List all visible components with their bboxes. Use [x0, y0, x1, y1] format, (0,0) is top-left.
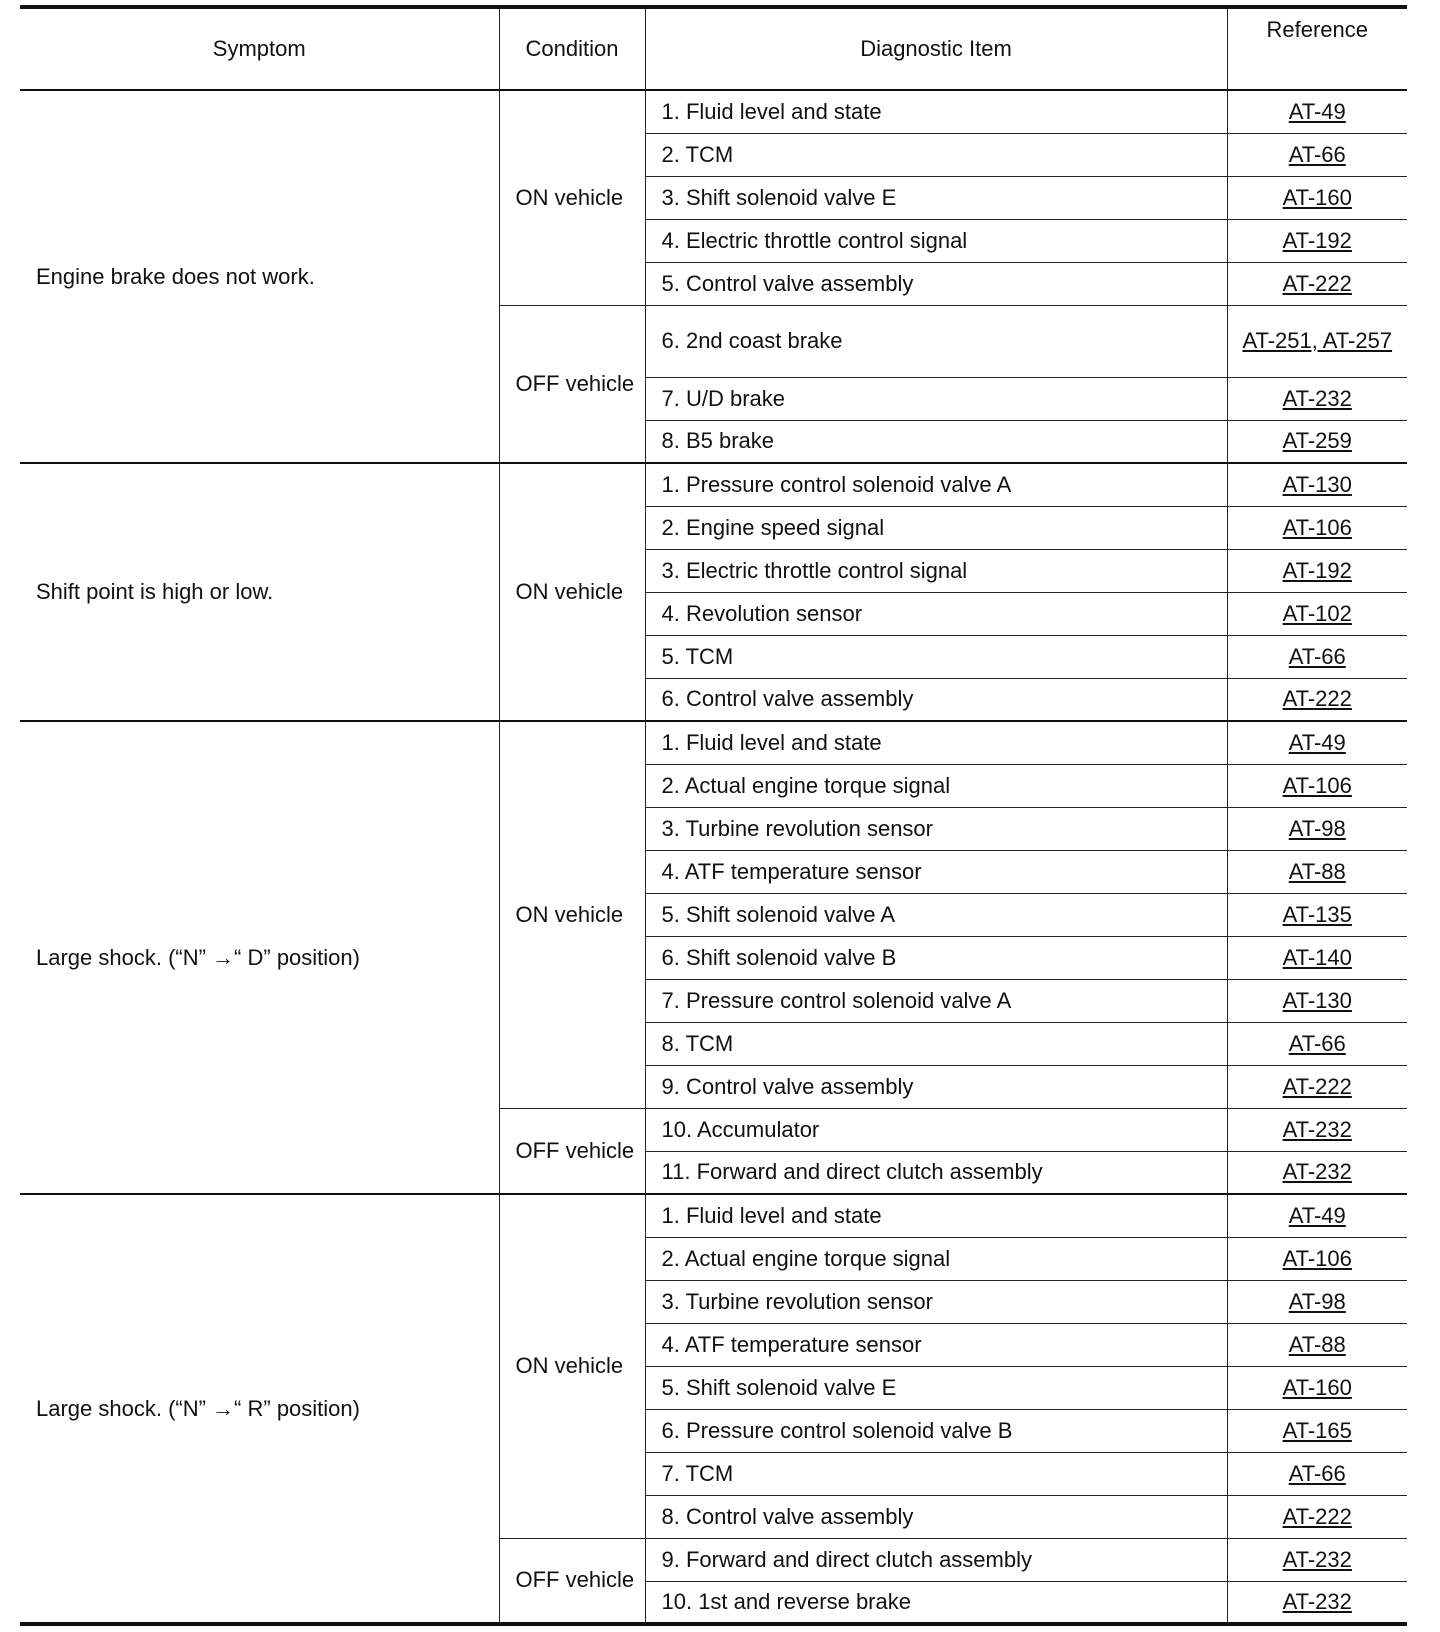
- diagnostic-item-cell: 3. Electric throttle control signal: [645, 549, 1227, 592]
- diagnostic-item-cell: 7. Pressure control solenoid valve A: [645, 979, 1227, 1022]
- reference-cell: [1227, 1323, 1407, 1366]
- diagnostic-item-cell: 8. B5 brake: [645, 420, 1227, 463]
- reference-cell: [1227, 133, 1407, 176]
- symptom-cell: Shift point is high or low.: [20, 463, 499, 721]
- reference-link[interactable]: AT-49: [1288, 98, 1346, 124]
- condition-cell: ON vehicle: [499, 1194, 645, 1538]
- table-row: [20, 1194, 1407, 1237]
- reference-cell: [1227, 1280, 1407, 1323]
- condition-cell: ON vehicle: [499, 721, 645, 1108]
- reference-link[interactable]: AT-130: [1282, 471, 1352, 497]
- diagnostic-item-cell: 11. Forward and direct clutch assembly: [645, 1151, 1227, 1194]
- reference-link[interactable]: AT-106: [1282, 514, 1352, 540]
- reference-cell: [1227, 1194, 1407, 1237]
- reference-link[interactable]: AT-160: [1282, 1374, 1352, 1400]
- diagnostic-item-cell: 9. Control valve assembly: [645, 1065, 1227, 1108]
- diagnostic-item-cell: 7. TCM: [645, 1452, 1227, 1495]
- reference-cell: [1227, 305, 1407, 377]
- reference-link[interactable]: AT-98: [1288, 1288, 1346, 1314]
- diagnostic-item-cell: 2. Engine speed signal: [645, 506, 1227, 549]
- reference-cell: [1227, 420, 1407, 463]
- reference-link[interactable]: AT-88: [1288, 858, 1346, 884]
- reference-link[interactable]: AT-232: [1282, 1159, 1352, 1185]
- reference-cell: [1227, 262, 1407, 305]
- reference-link[interactable]: AT-49: [1288, 729, 1346, 755]
- reference-cell: [1227, 1452, 1407, 1495]
- reference-link[interactable]: AT-66: [1288, 643, 1346, 669]
- diagnostic-item-cell: 5. TCM: [645, 635, 1227, 678]
- header-symptom: Symptom: [20, 7, 499, 90]
- diagnostic-item-cell: 6. Pressure control solenoid valve B: [645, 1409, 1227, 1452]
- diagnostic-item-cell: 4. Electric throttle control signal: [645, 219, 1227, 262]
- reference-cell: [1227, 807, 1407, 850]
- condition-cell: OFF vehicle: [499, 1108, 645, 1194]
- diagnostic-item-cell: 7. U/D brake: [645, 377, 1227, 420]
- diagnostic-item-cell: 5. Shift solenoid valve E: [645, 1366, 1227, 1409]
- reference-link[interactable]: AT-102: [1282, 600, 1352, 626]
- reference-cell: [1227, 463, 1407, 506]
- diagnostic-item-cell: 4. Revolution sensor: [645, 592, 1227, 635]
- reference-link[interactable]: AT-160: [1282, 184, 1352, 210]
- reference-link[interactable]: AT-192: [1282, 227, 1352, 253]
- reference-cell: [1227, 893, 1407, 936]
- condition-cell: OFF vehicle: [499, 305, 645, 463]
- reference-link[interactable]: AT-66: [1288, 1460, 1346, 1486]
- reference-cell: [1227, 1065, 1407, 1108]
- diagnostic-item-cell: 4. ATF temperature sensor: [645, 1323, 1227, 1366]
- diagnostic-item-cell: 1. Pressure control solenoid valve A: [645, 463, 1227, 506]
- diagnostic-item-cell: 3. Turbine revolution sensor: [645, 1280, 1227, 1323]
- diagnostic-item-cell: 3. Shift solenoid valve E: [645, 176, 1227, 219]
- reference-link[interactable]: AT-106: [1282, 772, 1352, 798]
- diagnostic-item-cell: 4. ATF temperature sensor: [645, 850, 1227, 893]
- diagnostic-item-cell: 8. Control valve assembly: [645, 1495, 1227, 1538]
- reference-cell: [1227, 506, 1407, 549]
- reference-cell: [1227, 377, 1407, 420]
- reference-link[interactable]: AT-232: [1282, 1546, 1352, 1572]
- reference-cell: [1227, 678, 1407, 721]
- header-reference: Reference: [1227, 7, 1407, 90]
- condition-cell: ON vehicle: [499, 463, 645, 721]
- diagnostic-item-cell: 1. Fluid level and state: [645, 721, 1227, 764]
- reference-link[interactable]: AT-66: [1288, 1030, 1346, 1056]
- condition-cell: ON vehicle: [499, 90, 645, 305]
- diagnostic-item-cell: 9. Forward and direct clutch assembly: [645, 1538, 1227, 1581]
- diagnostic-item-cell: 10. 1st and reverse brake: [645, 1581, 1227, 1624]
- reference-link[interactable]: AT-135: [1282, 901, 1352, 927]
- reference-link[interactable]: AT-192: [1282, 557, 1352, 583]
- reference-cell: [1227, 592, 1407, 635]
- reference-cell: [1227, 1409, 1407, 1452]
- reference-cell: [1227, 1495, 1407, 1538]
- reference-link[interactable]: AT-222: [1282, 1503, 1352, 1529]
- diagnostic-item-cell: 5. Shift solenoid valve A: [645, 893, 1227, 936]
- diagnostic-item-cell: 8. TCM: [645, 1022, 1227, 1065]
- diagnostic-item-cell: 6. 2nd coast brake: [645, 305, 1227, 377]
- diagnostic-item-cell: 1. Fluid level and state: [645, 1194, 1227, 1237]
- table-row: [20, 721, 1407, 764]
- header-condition: Condition: [499, 7, 645, 90]
- symptom-cell: Large shock. (“N” →“ R” position): [20, 1194, 499, 1624]
- reference-link[interactable]: AT-106: [1282, 1245, 1352, 1271]
- header-diagnostic-item: Diagnostic Item: [645, 7, 1227, 90]
- diagnostic-item-cell: 10. Accumulator: [645, 1108, 1227, 1151]
- reference-cell: [1227, 764, 1407, 807]
- reference-link[interactable]: AT-222: [1282, 1073, 1352, 1099]
- diagnostic-item-cell: 6. Control valve assembly: [645, 678, 1227, 721]
- reference-link[interactable]: AT-259: [1282, 428, 1352, 454]
- table-row: [20, 463, 1407, 506]
- diagnostic-item-cell: 2. TCM: [645, 133, 1227, 176]
- reference-link[interactable]: AT-98: [1288, 815, 1346, 841]
- reference-link[interactable]: AT-232: [1282, 1116, 1352, 1142]
- reference-link[interactable]: AT-88: [1288, 1331, 1346, 1357]
- reference-cell: [1227, 635, 1407, 678]
- reference-link[interactable]: AT-165: [1282, 1417, 1352, 1443]
- symptom-cell: Engine brake does not work.: [20, 90, 499, 463]
- reference-cell: [1227, 936, 1407, 979]
- reference-cell: [1227, 850, 1407, 893]
- reference-cell: [1227, 219, 1407, 262]
- reference-cell: [1227, 549, 1407, 592]
- reference-link[interactable]: AT-222: [1282, 686, 1352, 712]
- reference-link[interactable]: AT-222: [1282, 270, 1352, 296]
- reference-link[interactable]: AT-251, AT-257: [1242, 328, 1393, 353]
- reference-cell: [1227, 1151, 1407, 1194]
- reference-link[interactable]: AT-66: [1288, 141, 1346, 167]
- diagnostic-item-cell: 1. Fluid level and state: [645, 90, 1227, 133]
- reference-cell: [1227, 1581, 1407, 1624]
- diagnostic-item-cell: 6. Shift solenoid valve B: [645, 936, 1227, 979]
- symptom-cell: Large shock. (“N” →“ D” position): [20, 721, 499, 1194]
- header-row: [20, 7, 1407, 90]
- reference-cell: [1227, 1237, 1407, 1280]
- reference-cell: [1227, 176, 1407, 219]
- reference-link[interactable]: AT-130: [1282, 987, 1352, 1013]
- reference-link[interactable]: AT-232: [1282, 1588, 1352, 1614]
- reference-link[interactable]: AT-232: [1282, 385, 1352, 411]
- diagnostic-table: [20, 5, 1407, 1626]
- reference-cell: [1227, 1538, 1407, 1581]
- reference-cell: [1227, 979, 1407, 1022]
- reference-cell: [1227, 1108, 1407, 1151]
- reference-cell: [1227, 1022, 1407, 1065]
- table-body: [20, 90, 1407, 1624]
- diagnostic-item-cell: 3. Turbine revolution sensor: [645, 807, 1227, 850]
- diagnostic-item-cell: 2. Actual engine torque signal: [645, 764, 1227, 807]
- reference-cell: [1227, 90, 1407, 133]
- diagnostic-item-cell: 5. Control valve assembly: [645, 262, 1227, 305]
- reference-link[interactable]: AT-49: [1288, 1202, 1346, 1228]
- condition-cell: OFF vehicle: [499, 1538, 645, 1624]
- reference-link[interactable]: AT-140: [1282, 944, 1352, 970]
- reference-cell: [1227, 721, 1407, 764]
- diagnostic-item-cell: 2. Actual engine torque signal: [645, 1237, 1227, 1280]
- table-row: [20, 90, 1407, 133]
- reference-cell: [1227, 1366, 1407, 1409]
